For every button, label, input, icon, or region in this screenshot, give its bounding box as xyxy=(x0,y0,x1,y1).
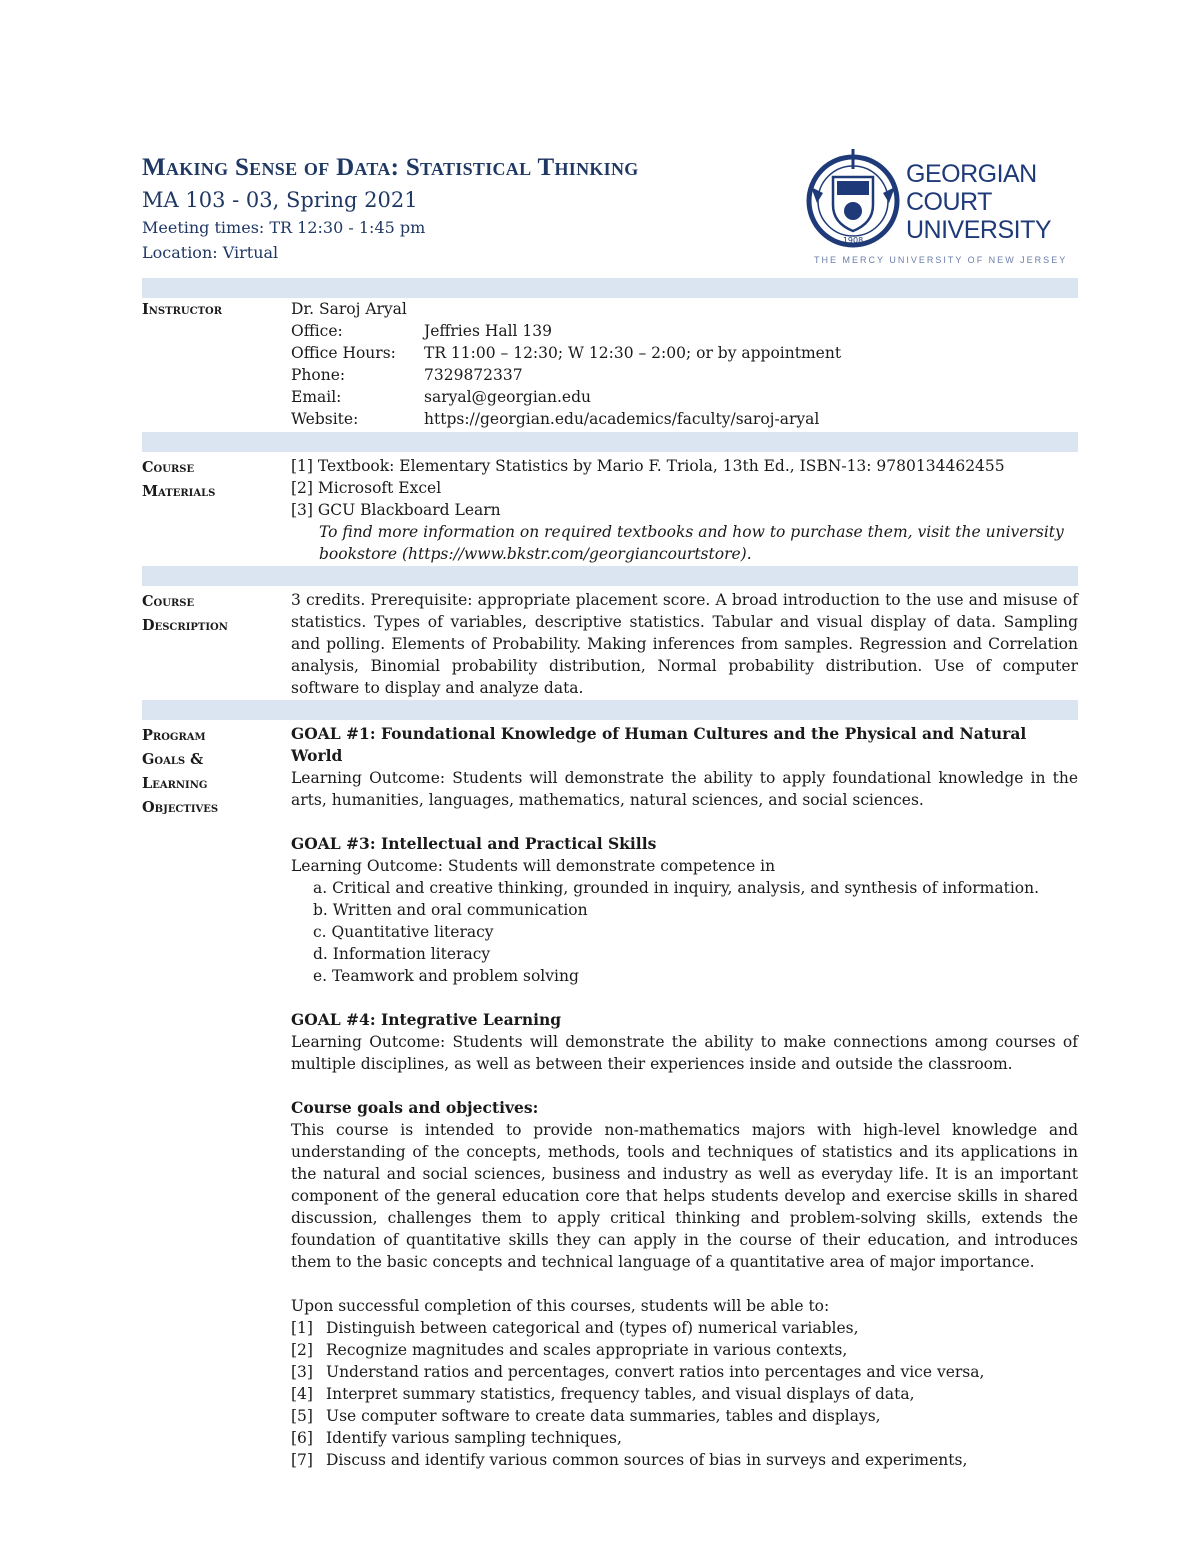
logo-line-2: COURT xyxy=(906,188,992,216)
office-hours-row: Office Hours: TR 11:00 – 12:30; W 12:30 – 2:00; or by appointment xyxy=(291,344,842,362)
email-link[interactable]: saryal@georgian.edu xyxy=(424,388,592,406)
objective-item: [4] Interpret summary statistics, frequency tables, and visual displays of data, xyxy=(291,1385,915,1403)
material-item: [2] Microsoft Excel xyxy=(291,479,442,497)
objective-item: [3] Understand ratios and percentages, convert ratios into percentages and vice versa, xyxy=(291,1363,985,1381)
meeting-times: Meeting times: TR 12:30 - 1:45 pm xyxy=(142,218,426,237)
section-divider xyxy=(142,278,1078,298)
instructor-label: Instructor xyxy=(142,301,223,318)
description-section xyxy=(291,589,1078,699)
goal-1-text: Learning Outcome: Students will demonstrate the ability to apply foundational knowledge in the arts, humanities, languages, mathematics, natural sciences, and social sciences. xyxy=(291,769,1078,809)
materials-section xyxy=(291,455,1078,565)
goal-1-title: GOAL #1: Foundational Knowledge of Human Cultures and the Physical and Natural World xyxy=(291,724,1027,765)
email-row: Email: saryal@georgian.edu xyxy=(291,386,1078,408)
goal-3-text: Learning Outcome: Students will demonstrate competence in xyxy=(291,857,776,875)
description-label: Course Description xyxy=(142,593,228,634)
course-goals-text: This course is intended to provide non-mathematics majors with high-level knowledge and understanding of the concepts, methods, tools and techniques of statistics and its applications in the natural and social sciences, business and industry as well as everyday life. It is an important component of the general education core that helps students develop and exercise skills in shared discussion, challenges them to apply critical thinking and problem-solving skills, extends the foundation of quantitative skills they can apply in the course of their education, and introduces them to the basic concepts and technical language of a quantitative area of major importance. xyxy=(291,1121,1078,1271)
program-goals-label: Program Goals & Learning Objectives xyxy=(142,727,219,816)
goal-3-item: e. Teamwork and problem solving xyxy=(313,967,579,985)
university-logo xyxy=(800,142,1080,270)
program-goals-section xyxy=(291,723,1078,1471)
bookstore-note: To find more information on required textbooks and how to purchase them, visit the university bookstore (https://www.bkstr.com/georgiancourtstore). xyxy=(319,523,1064,563)
goal-3-item: a. Critical and creative thinking, grounded in inquiry, analysis, and synthesis of information. xyxy=(313,879,1040,897)
objective-item: [1] Distinguish between categorical and (types of) numerical variables, xyxy=(291,1319,859,1337)
location: Location: Virtual xyxy=(142,243,279,262)
instructor-section xyxy=(291,298,1078,430)
objective-item: [7] Discuss and identify various common sources of bias in surveys and experiments, xyxy=(291,1451,968,1469)
goal-4-title: GOAL #4: Integrative Learning xyxy=(291,1010,562,1029)
phone-row: Phone: 7329872337 xyxy=(291,366,523,384)
logo-tagline: THE MERCY UNIVERSITY OF NEW JERSEY xyxy=(814,255,1068,265)
goal-3-item: d. Information literacy xyxy=(313,945,491,963)
objectives-intro: Upon successful completion of this courses, students will be able to: xyxy=(291,1297,830,1315)
section-divider xyxy=(142,700,1078,720)
description-text: 3 credits. Prerequisite: appropriate placement score. A broad introduction to the use and misuse of statistics. Types of variables, descriptive statistics. Tabular and visual display of data. Sampling and polling. Elements of Probability. Making inferences from samples. Regression and Correlation analysis, Binomial probability distribution, Normal probability distribution. Use of computer software to display and analyze data. xyxy=(291,591,1078,697)
instructor-name: Dr. Saroj Aryal xyxy=(291,300,407,318)
crest-icon xyxy=(803,145,903,251)
goal-3-title: GOAL #3: Intellectual and Practical Skills xyxy=(291,834,657,853)
logo-line-1: GEORGIAN xyxy=(906,160,1037,188)
crest-year: 1908 xyxy=(842,236,864,245)
page-title: Making Sense of Data: Statistical Thinking xyxy=(142,154,639,181)
goal-4-text: Learning Outcome: Students will demonstrate the ability to make connections among courses of multiple disciplines, as well as between their experiences inside and outside the classroom. xyxy=(291,1033,1078,1073)
material-item: [1] Textbook: Elementary Statistics by Mario F. Triola, 13th Ed., ISBN-13: 9780134462455 xyxy=(291,457,1005,475)
section-divider xyxy=(142,566,1078,586)
objective-item: [5] Use computer software to create data summaries, tables and displays, xyxy=(291,1407,881,1425)
objective-item: [2] Recognize magnitudes and scales appropriate in various contexts, xyxy=(291,1341,848,1359)
course-code: MA 103 - 03, Spring 2021 xyxy=(142,188,418,212)
materials-label: Course Materials xyxy=(142,459,216,500)
website-row: Website: https://georgian.edu/academics/faculty/saroj-aryal xyxy=(291,408,1078,430)
goal-3-item: c. Quantitative literacy xyxy=(313,923,494,941)
website-link[interactable]: https://georgian.edu/academics/faculty/saroj-aryal xyxy=(424,410,820,428)
course-goals-title: Course goals and objectives: xyxy=(291,1098,539,1117)
office-row: Office: Jeffries Hall 139 xyxy=(291,322,553,340)
objective-item: [6] Identify various sampling techniques, xyxy=(291,1429,622,1447)
material-item: [3] GCU Blackboard Learn xyxy=(291,501,501,519)
section-divider xyxy=(142,432,1078,452)
logo-line-3: UNIVERSITY xyxy=(906,216,1052,244)
goal-3-item: b. Written and oral communication xyxy=(313,901,588,919)
